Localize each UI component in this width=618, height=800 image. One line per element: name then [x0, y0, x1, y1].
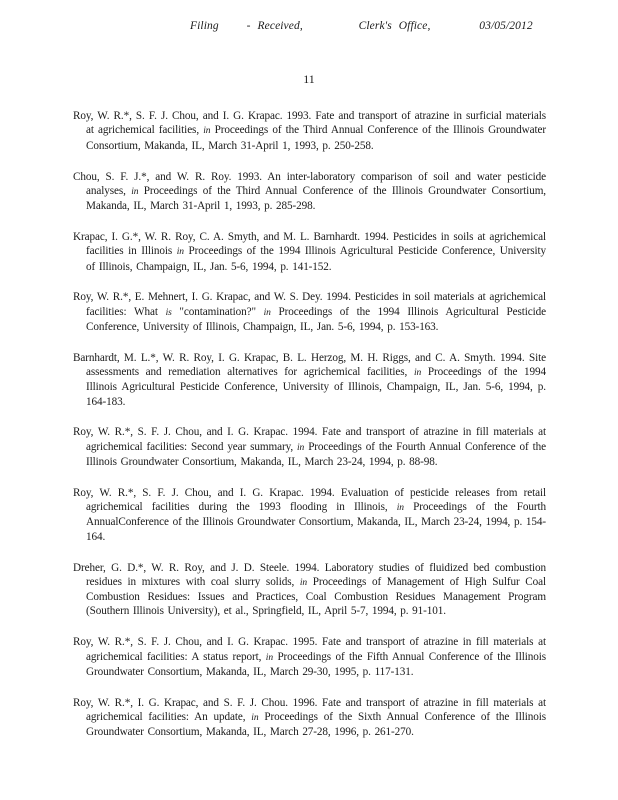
page-header	[190, 20, 590, 32]
header-filing: Filing	[190, 20, 219, 32]
reference-list	[73, 98, 546, 756]
header-date: 03/05/2012	[479, 20, 533, 32]
reference-entry: Krapac, I. G.*, W. R. Roy, C. A. Smyth, and M. L. Barnhardt. 1994. Pesticides in soils at agrichemical facilities in Illinois in Proceedings of the 1994 Illinois Agricultural Pesticide Conference, University of Illinois, Champaign, IL, Jan. 5-6, 1994, p. 141-152.	[73, 230, 546, 273]
reference-entry: Roy, W. R.*, S. F. J. Chou, and I. G. Krapac. 1994. Evaluation of pesticide releases from retail agrichemical facilities during the 1993 flooding in Illinois, in Proceedings of the Fourth AnnualConference of the Illinois Groundwater Consortium, Makanda, IL, March 23-24, 1994, p. 154-164.	[73, 486, 546, 543]
reference-entry: Barnhardt, M. L.*, W. R. Roy, I. G. Krapac, B. L. Herzog, M. H. Riggs, and C. A. Smyth. 1994. Site assessments and remediation alternatives for agrichemical facilities, in Proceedings of the 1994 Illinois Agricultural Pesticide Conference, University of Illinois, Champaign, IL, Jan. 5-6, 1994, p. 164-183.	[73, 351, 546, 408]
page-number: 11	[303, 72, 315, 86]
reference-entry: Dreher, G. D.*, W. R. Roy, and J. D. Steele. 1994. Laboratory studies of fluidized bed combustion residues in mixtures with coal slurry solids, in Proceedings of Management of High Sulfur Coal Combustion Residues: Issues and Practices, Coal Combustion Residues Management Program (Southern Illinois University), et al., Springfield, IL, April 5-7, 1994, p. 91-101.	[73, 561, 546, 618]
header-received: - Received,	[246, 20, 303, 32]
reference-entry: Chou, S. F. J.*, and W. R. Roy. 1993. An inter-laboratory comparison of soil and water pesticide analyses, in Proceedings of the Third Annual Conference of the Illinois Groundwater Consortium, Makanda, IL, March 31-April 1, 1993, p. 285-298.	[73, 170, 546, 213]
reference-entry: Roy, W. R.*, E. Mehnert, I. G. Krapac, and W. S. Dey. 1994. Pesticides in soil materials at agrichemical facilities: What is "contamination?" in Proceedings of the 1994 Illinois Agricultural Pesticide Conference, University of Illinois, Champaign, IL, Jan. 5-6, 1994, p. 153-163.	[73, 291, 546, 333]
reference-entry: Roy, W. R.*, S. F. J. Chou, and I. G. Krapac. 1993. Fate and transport of atrazine in surficial materials at agrichemical facilities, in Proceedings of the Third Annual Conference of the Illinois Groundwater Consortium, Makanda, IL, March 31-April 1, 1993, p. 250-258.	[73, 110, 546, 152]
reference-entry: Roy, W. R.*, S. F. J. Chou, and I. G. Krapac. 1995. Fate and transport of atrazine in fill materials at agrichemical facilities: A status report, in Proceedings of the Fifth Annual Conference of the Illinois Groundwater Consortium, Makanda, IL, March 29-30, 1995, p. 117-131.	[73, 636, 546, 678]
reference-entry: Roy, W. R.*, I. G. Krapac, and S. F. J. Chou. 1996. Fate and transport of atrazine in fill materials at agrichemical facilities: An update, in Proceedings of the Sixth Annual Conference of the Illinois Groundwater Consortium, Makanda, IL, March 27-28, 1996, p. 261-270.	[73, 696, 546, 739]
header-office: Clerk's Office,	[358, 20, 431, 32]
reference-entry: Roy, W. R.*, S. F. J. Chou, and I. G. Krapac. 1994. Fate and transport of atrazine in fill materials at agrichemical facilities: Second year summary, in Proceedings of the Fourth Annual Conference of the Illinois Groundwater Consortium, Makanda, IL, March 23-24, 1994, p. 88-98.	[73, 426, 546, 469]
